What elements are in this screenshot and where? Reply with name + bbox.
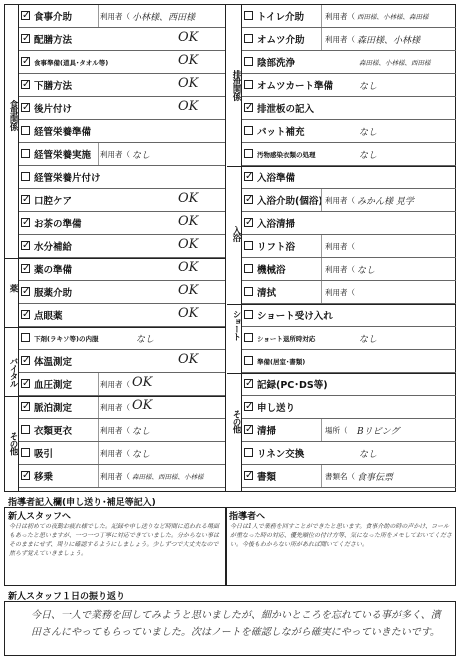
- handwritten-note: 森田様、小林様: [357, 36, 421, 46]
- checkbox[interactable]: ✓: [22, 102, 31, 113]
- center-divider: [225, 4, 226, 492]
- item-label: ショート受け入れ: [257, 311, 333, 322]
- item-label: 陰部洗浄: [257, 58, 296, 69]
- item-label: 下剤(ラキソ等)の内服: [34, 335, 99, 343]
- checkbox[interactable]: ✓: [22, 401, 31, 412]
- item-label: 点眼薬: [34, 311, 63, 322]
- category-separator: [4, 258, 225, 259]
- checkbox[interactable]: ✓: [245, 401, 254, 412]
- item-label: お茶の準備: [34, 219, 82, 230]
- row-divider: [321, 258, 322, 280]
- item-label: 薬の準備: [34, 265, 73, 276]
- right-checklist-row: [241, 281, 456, 304]
- category-other-left: その他: [8, 432, 18, 455]
- checkbox[interactable]: [244, 57, 253, 66]
- item-label: 排泄板の記入: [257, 104, 315, 115]
- handwritten-note: なし: [132, 151, 151, 161]
- left-checklist-row: [18, 189, 225, 212]
- handwritten-note: OK: [132, 398, 153, 413]
- user-field-label: 利用者（: [325, 265, 355, 274]
- handwritten-note: なし: [359, 450, 378, 460]
- item-label: 経管栄養実施: [34, 150, 92, 161]
- category-excretion: 排泄関係: [231, 70, 241, 100]
- right-checklist-row: [241, 235, 456, 258]
- instructor-memo-box: [225, 507, 456, 586]
- right-checklist-row: [241, 396, 456, 419]
- checkbox[interactable]: ✓: [22, 470, 31, 481]
- handwritten-note: OK: [178, 260, 199, 275]
- checkbox[interactable]: ✓: [22, 10, 31, 21]
- item-label: 衣類更衣: [34, 426, 73, 437]
- new-staff-label: 新人スタッフへ: [8, 512, 71, 522]
- row-divider: [321, 419, 322, 441]
- handwritten-note: OK: [178, 191, 199, 206]
- handwritten-note: なし: [359, 335, 378, 345]
- category-column-line: [18, 4, 19, 492]
- user-field-label: 利用者（: [325, 35, 355, 44]
- handwritten-note: OK: [178, 283, 199, 298]
- checkbox[interactable]: ✓: [22, 79, 31, 90]
- checkbox[interactable]: [244, 310, 253, 319]
- left-checklist-row: [18, 143, 225, 166]
- row-divider: [98, 442, 99, 464]
- checkbox[interactable]: [244, 287, 253, 296]
- user-field-label: 利用者（: [100, 426, 130, 435]
- right-checklist-row: [241, 189, 456, 212]
- right-checklist-row: [241, 465, 456, 488]
- handwritten-note: 西田様、小林様、森田様: [357, 13, 429, 21]
- right-checklist-row: [241, 166, 456, 189]
- checkbox[interactable]: [244, 149, 253, 158]
- row-divider: [321, 5, 322, 27]
- left-checklist-row: [18, 442, 225, 465]
- user-field-label: 書類名（: [325, 472, 355, 481]
- checkbox[interactable]: ✓: [22, 309, 31, 320]
- item-label: 吸引: [34, 449, 54, 460]
- handwritten-note: 森田様、小林様、西田様: [359, 59, 431, 67]
- left-checklist-row: [18, 373, 225, 396]
- new-staff-memo-box: [4, 507, 227, 586]
- item-label: リフト浴: [257, 242, 296, 253]
- checkbox[interactable]: ✓: [245, 378, 254, 389]
- row-divider: [98, 373, 99, 395]
- right-checklist-row: [241, 97, 456, 120]
- checkbox[interactable]: ✓: [22, 378, 31, 389]
- item-label: 経管栄養片付け: [34, 173, 101, 184]
- checkbox[interactable]: ✓: [22, 56, 31, 67]
- item-label: ショート退所時対応: [257, 335, 316, 343]
- right-checklist-row: [241, 327, 456, 350]
- left-checklist-row: [18, 166, 225, 189]
- right-checklist-row: [241, 212, 456, 235]
- user-field-label: 利用者（: [100, 150, 130, 159]
- item-label: 服薬介助: [34, 288, 73, 299]
- category-column-line: [241, 4, 242, 492]
- handwritten-note: なし: [132, 450, 151, 460]
- handwritten-note: 小林様、西田様: [132, 13, 196, 23]
- left-checklist-row: [18, 350, 225, 373]
- left-checklist-row: [18, 212, 225, 235]
- item-label: 機械浴: [257, 265, 286, 276]
- left-checklist-row: [18, 5, 225, 28]
- checkbox[interactable]: [244, 241, 253, 250]
- row-divider: [321, 281, 322, 303]
- row-divider: [98, 5, 99, 27]
- item-label: 経管栄養準備: [34, 127, 92, 138]
- checkbox[interactable]: ✓: [245, 470, 254, 481]
- right-checklist-row: [241, 74, 456, 97]
- handwritten-note: なし: [359, 151, 378, 161]
- item-label: 食事準備(道具･タオル等): [34, 59, 109, 67]
- right-checklist-row: [241, 143, 456, 166]
- row-divider: [98, 396, 99, 418]
- checkbox[interactable]: [21, 448, 30, 457]
- category-separator: [227, 166, 456, 167]
- left-checklist-row: [18, 419, 225, 442]
- right-checklist-row: [241, 442, 456, 465]
- left-checklist-row: [18, 97, 225, 120]
- item-label: オムツ介助: [257, 35, 305, 46]
- item-label: オムツカート準備: [257, 81, 334, 92]
- category-medicine: 薬: [8, 284, 18, 292]
- item-label: 水分補給: [34, 242, 73, 253]
- checkbox[interactable]: [21, 149, 30, 158]
- handwritten-note: OK: [132, 375, 153, 390]
- left-checklist-row: [18, 235, 225, 258]
- handwritten-note: 森田様、西田様、小林様: [132, 473, 204, 481]
- item-label: 脈泊測定: [34, 403, 73, 414]
- user-field-label: 利用者（: [325, 196, 355, 205]
- user-field-label: 利用者（: [100, 449, 130, 458]
- checkbox[interactable]: ✓: [22, 194, 31, 205]
- right-checklist-row: [241, 258, 456, 281]
- right-checklist-row: [241, 373, 456, 396]
- item-label: 準備(居室･書類): [257, 358, 306, 366]
- left-checklist-row: [18, 120, 225, 143]
- item-label: 入浴準備: [257, 173, 296, 184]
- item-label: 配膳方法: [34, 35, 73, 46]
- checkbox[interactable]: [21, 425, 30, 434]
- category-separator: [227, 373, 456, 374]
- category-other-right: その他: [231, 410, 241, 433]
- right-checklist-row: [241, 51, 456, 74]
- row-divider: [321, 465, 322, 487]
- item-label: 食事介助: [34, 12, 73, 23]
- item-label: 下膳方法: [34, 81, 73, 92]
- handwritten-note: OK: [178, 99, 199, 114]
- right-checklist-row: [241, 304, 456, 327]
- item-label: トイレ介助: [257, 12, 305, 23]
- category-separator: [227, 304, 456, 305]
- category-bath: 入浴: [231, 226, 241, 241]
- handwritten-note: なし: [359, 128, 378, 138]
- item-label: 口腔ケア: [34, 196, 73, 207]
- user-field-label: 利用者（: [100, 472, 130, 481]
- reflection-box: [4, 601, 456, 656]
- reflection-title: 新人スタッフ１日の振り返り: [8, 592, 126, 602]
- row-divider: [321, 28, 322, 50]
- item-label: 入浴介助(個浴): [257, 196, 323, 207]
- row-divider: [321, 189, 322, 211]
- checkbox[interactable]: [244, 34, 253, 43]
- user-field-label: 利用者（: [100, 380, 130, 389]
- handwritten-note: なし: [136, 335, 155, 345]
- checkbox[interactable]: [21, 333, 30, 342]
- checkbox[interactable]: ✓: [22, 217, 31, 228]
- checkbox[interactable]: ✓: [22, 240, 31, 251]
- item-label: 汚物感染衣類の処理: [257, 151, 316, 159]
- handwritten-note: OK: [178, 214, 199, 229]
- item-label: 後片付け: [34, 104, 73, 115]
- item-label: パット補充: [257, 127, 305, 138]
- right-checklist-row: [241, 5, 456, 28]
- checkbox[interactable]: [244, 126, 253, 135]
- category-separator: [4, 396, 225, 397]
- handwritten-note: OK: [178, 306, 199, 321]
- left-checklist-row: [18, 28, 225, 51]
- category-meal: 食事関係: [8, 100, 18, 130]
- left-checklist-row: [18, 304, 225, 327]
- checkbox[interactable]: [244, 264, 253, 273]
- reflection-text: 今日、一人で業務を回してみようと思いましたが、細かいところを忘れている事が多く、濱田さんにやってもらっていました。次はノートを確認しながら確実にやっていきたいです。: [31, 610, 441, 638]
- handwritten-note: OK: [178, 237, 199, 252]
- checkbox[interactable]: ✓: [245, 171, 254, 182]
- handwritten-note: 食事伝票: [357, 473, 394, 483]
- left-checklist-row: [18, 258, 225, 281]
- instructor-memo: 今日は1人で業務を回すことができたと思います。食事介助の時の声かけ、コールが重なった時の対応、優先順位の付け方等、気になった所をメモしておいてください。今後もわからない所があれば聞いてください。: [230, 523, 453, 548]
- left-checklist-row: [18, 74, 225, 97]
- item-label: 書類: [257, 472, 277, 483]
- item-label: 血圧測定: [34, 380, 73, 391]
- handwritten-note: なし: [359, 82, 378, 92]
- instructor-section-title: 指導者記入欄(申し送り･補足等記入): [8, 498, 156, 508]
- user-field-label: 利用者（: [325, 12, 355, 21]
- checkbox[interactable]: [21, 172, 30, 181]
- category-short: ショート: [231, 310, 241, 340]
- handwritten-note: OK: [178, 352, 199, 367]
- handwritten-note: みかん様 見学: [357, 197, 414, 207]
- left-checklist-row: [18, 396, 225, 419]
- instructor-label: 指導者へ: [229, 512, 266, 522]
- item-label: 体温測定: [34, 357, 73, 368]
- checkbox[interactable]: [21, 126, 30, 135]
- handwritten-note: OK: [178, 30, 199, 45]
- checkbox[interactable]: ✓: [22, 355, 31, 366]
- handwritten-note: OK: [178, 53, 199, 68]
- handwritten-note: なし: [357, 266, 376, 276]
- checkbox[interactable]: [244, 333, 253, 342]
- user-field-label: 場所（: [325, 426, 348, 435]
- item-label: 移乗: [34, 472, 54, 483]
- new-staff-memo: 今日は初めての夜勤お疲れ様でした。記録や申し送りなど時間に追われる場面もあったと思いますが、一つ一つ丁寧に対応できていました。分からない事はそのままにせず、周りに確認するようにしましょう。少しずつで大丈夫なので焦らず覚えていきましょう。: [9, 523, 220, 557]
- row-divider: [98, 143, 99, 165]
- item-label: 清拭: [257, 288, 277, 299]
- right-checklist-row: [241, 120, 456, 143]
- category-separator: [4, 327, 225, 328]
- category-vital: バイタル: [8, 357, 18, 387]
- right-checklist-row: [241, 419, 456, 442]
- checkbox[interactable]: ✓: [22, 286, 31, 297]
- left-checklist-row: [18, 465, 225, 488]
- item-label: 記録(PC･DS等): [257, 380, 328, 391]
- left-checklist-row: [18, 281, 225, 304]
- checkbox[interactable]: ✓: [22, 263, 31, 274]
- handwritten-note: なし: [132, 427, 151, 437]
- user-field-label: 利用者（: [325, 242, 355, 251]
- item-label: 入浴清掃: [257, 219, 296, 230]
- right-checklist-row: [241, 350, 456, 373]
- checkbox[interactable]: ✓: [245, 217, 254, 228]
- item-label: 申し送り: [257, 403, 296, 414]
- left-checklist-row: [18, 327, 225, 350]
- item-label: リネン交換: [257, 449, 305, 460]
- user-field-label: 利用者（: [325, 288, 355, 297]
- checkbox[interactable]: ✓: [245, 194, 254, 205]
- checkbox[interactable]: ✓: [245, 424, 254, 435]
- checkbox[interactable]: ✓: [245, 102, 254, 113]
- handwritten-note: OK: [178, 76, 199, 91]
- user-field-label: 利用者（: [100, 12, 130, 21]
- user-field-label: 利用者（: [100, 403, 130, 412]
- row-divider: [98, 419, 99, 441]
- item-label: 清掃: [257, 426, 277, 437]
- left-checklist-row: [18, 51, 225, 74]
- checkbox[interactable]: [244, 448, 253, 457]
- checkbox[interactable]: [244, 80, 253, 89]
- checkbox[interactable]: ✓: [22, 33, 31, 44]
- checkbox[interactable]: [244, 11, 253, 20]
- right-checklist-row: [241, 28, 456, 51]
- row-divider: [98, 465, 99, 487]
- handwritten-note: Bリビング: [357, 427, 400, 437]
- checkbox[interactable]: [244, 356, 253, 365]
- row-divider: [321, 235, 322, 257]
